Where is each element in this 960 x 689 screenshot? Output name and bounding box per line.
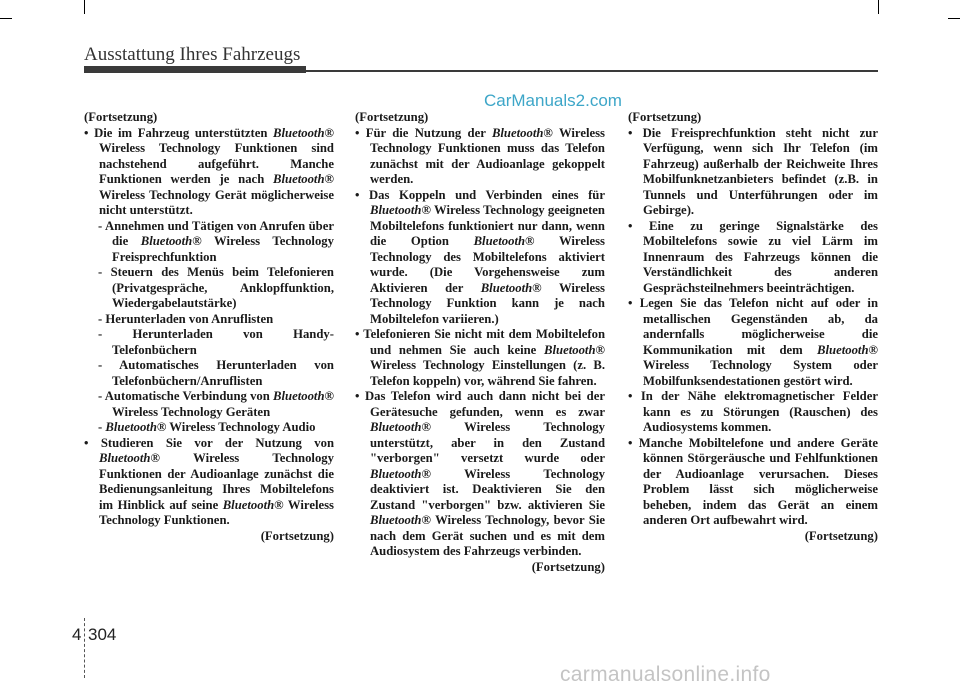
- crop-mark: [84, 0, 85, 14]
- crop-mark: [948, 18, 960, 19]
- bullet-item: • Für die Nutzung der Bluetooth® Wireless Technology Funktionen muss das Telefon zunächst mit der Audioanlage gekoppelt werden.: [355, 125, 605, 186]
- sub-item: - Bluetooth® Wireless Technology Audio: [98, 420, 316, 434]
- page-number-separator: [84, 618, 86, 678]
- crop-mark: [0, 18, 12, 19]
- continuation-label: (Fortsetzung): [260, 528, 334, 543]
- section-title: Ausstattung Ihres Fahrzeugs: [84, 44, 301, 65]
- crop-mark: [878, 0, 879, 14]
- bullet-item: • Eine zu geringe Signalstärke des Mobiltelefons sowie zu viel Lärm im Innenraum des Fahrzeugs können die Verständlichkeit des anderen Gesprächsteilnehmers beeinträchtigen.: [628, 218, 878, 295]
- continuation-label: (Fortsetzung): [804, 528, 878, 543]
- sub-item: - Automatische Verbindung von Bluetooth® Wireless Technology Geräten: [98, 389, 334, 419]
- chapter-number: 4: [72, 625, 82, 644]
- page-number: 304: [88, 625, 117, 644]
- sub-item: - Automatisches Herunterladen von Telefonbüchern/Anruflisten: [98, 358, 334, 388]
- header-rule: [84, 66, 306, 73]
- sub-item: - Herunterladen von Anruflisten: [98, 311, 274, 326]
- continuation-label: (Fortsetzung): [355, 110, 429, 124]
- continuation-label: (Fortsetzung): [531, 559, 605, 574]
- bullet-item: • Das Telefon wird auch dann nicht bei der Gerätesuche gefunden, wenn es zwar Bluetooth® Wireless Technology unterstützt, aber in den Zustand "verborgen" versetzt wurde oder Bluetooth® Wireless Technology deaktiviert ist. Deaktivieren Sie den Zustand "verborgen" bzw. aktivieren Sie Bluetooth® Wireless Technology, bevor Sie nach dem Gerät suchen und es mit dem Audiosystem des Fahrzeugs verbinden.: [355, 389, 605, 558]
- bullet-item: • Die im Fahrzeug unterstützten Bluetooth® Wireless Technology Funktionen sind nachstehend aufgeführt. Manche Funktionen werden je nach Bluetooth® Wireless Technology Gerät möglicherweise nicht unterstützt.: [84, 125, 334, 217]
- continuation-label: (Fortsetzung): [628, 110, 702, 124]
- continuation-label: (Fortsetzung): [84, 110, 158, 124]
- text-column-right: [628, 110, 878, 544]
- header-rule-thin: [306, 70, 878, 72]
- sub-item: - Steuern des Menüs beim Telefonieren (Privatgespräche, Anklopffunktion, Wiedergabelautstärke): [98, 265, 334, 310]
- bullet-item: • Manche Mobiltelefone und andere Geräte können Störgeräusche und Fehlfunktionen der Audioanlage verursachen. Dieses Problem lässt sich möglicherweise beheben, indem das Gerät an einem anderen Ort aufbewahrt wird.: [628, 435, 878, 527]
- bullet-item: • Telefonieren Sie nicht mit dem Mobiltelefon und nehmen Sie auch keine Bluetooth® Wireless Technology Einstellungen (z. B. Telefon koppeln) vor, während Sie fahren.: [355, 327, 605, 388]
- text-column-middle: [355, 110, 605, 575]
- sub-item: - Annehmen und Tätigen von Anrufen über die Bluetooth® Wireless Technology Freisprechfunktion: [98, 218, 334, 264]
- bullet-item: • Studieren Sie vor der Nutzung von Bluetooth® Wireless Technology Funktionen der Audioanlage zunächst die Bedienungsanleitung Ihres Mobiltelefons im Hinblick auf seine Bluetooth® Wireless Technology Funktionen.: [84, 435, 334, 527]
- watermark-footer: carmanualsonline.info: [560, 663, 771, 686]
- bullet-item: • Die Freisprechfunktion steht nicht zur Verfügung, wenn sich Ihr Telefon (im Fahrzeug) außerhalb der Reichweite Ihres Mobilfunknetzanbieters befindet (z.B. in Tunnels und Unterführungen oder im Gebirge).: [628, 125, 878, 217]
- bullet-item: • Das Koppeln und Verbinden eines für Bluetooth® Wireless Technology geeigneten Mobiltelefons funktioniert nur dann, wenn die Option Bluetooth® Wireless Technology des Mobiltelefons aktiviert wurde. (Die Vorgehensweise zum Aktivieren der Bluetooth® Wireless Technology Funktion kann je nach Mobiltelefon variieren.): [355, 187, 605, 326]
- watermark-logo: CarManuals2.com: [484, 91, 622, 110]
- sub-item: - Herunterladen von Handy-Telefonbüchern: [98, 327, 334, 357]
- text-column-left: [84, 110, 334, 544]
- bullet-item: • In der Nähe elektromagnetischer Felder kann es zu Störungen (Rauschen) des Audiosystems kommen.: [628, 389, 878, 434]
- bullet-item: • Legen Sie das Telefon nicht auf oder in metallischen Gegenständen ab, da andernfalls möglicherweise die Kommunikation mit dem Bluetooth® Wireless Technology System oder Mobilfunksendestationen gestört wird.: [628, 296, 878, 388]
